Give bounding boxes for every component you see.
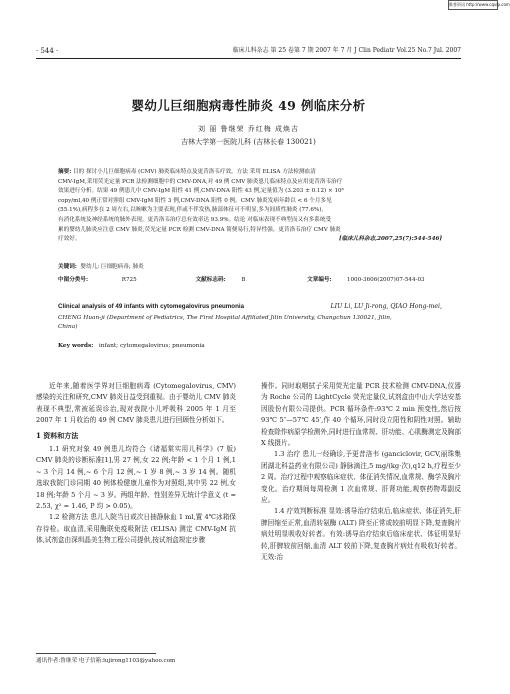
english-affil-line: China) [58, 324, 78, 330]
english-keywords [58, 342, 442, 351]
footnote: 通讯作者:鲁继荣 电子信箱:lujirong1103@yahoo.com [36, 658, 176, 664]
english-kw-label: Key words: [58, 343, 94, 349]
abstract-line: 疗效好。 [58, 236, 81, 243]
doc-value: B [241, 277, 246, 283]
english-affiliation [58, 314, 442, 332]
abstract-line: 效果进行分析。结果 49 例患儿中 CMV-IgM 阳性 41 例,CMV-DNA 阳性 43 例,定量值为 (3.203 ± 0.12) × 10⁶ [58, 188, 344, 195]
abstract-line: 有消化系统及神经系统的肺外表现。更昔洛韦治疗总有效率达 93.9%。结论 对临床表现不典型而又有多系统受 [58, 216, 332, 223]
header-rule [36, 58, 461, 59]
paragraph-criteria: 1.4 疗效判断标准 显效:诱导治疗结束后,临床症状、体征消失,肝脾回缩至正常,血清转氨酶 (ALT) 降至正常或较前明显下降,复查胸片病灶明显吸收好转者。有效:诱导治疗结束后临床症状、体征明显好转,肝脾较前回缩,血清 ALT 较前下降,复查胸片病灶有吸收好转者。无效:治 [261, 507, 461, 562]
affiliation: 吉林大学第一医院儿科 (吉林长春 130021) [181, 138, 316, 146]
author-list: 刘 丽 鲁继荣 乔红梅 成焕吉 [198, 125, 299, 133]
article-title: 婴幼儿巨细胞病毒性肺炎 49 例临床分析 [131, 98, 366, 113]
abstract-line: (55.1%),病程多在 2 周左右,以咳嗽为主要表现,伴或不伴发热,肺部体征可不明显,多为间质性肺炎 (77.6%), [58, 207, 324, 214]
english-title-block [58, 302, 442, 312]
art-value: 1000-3606(2007)07-544-03 [346, 277, 425, 283]
english-kw-items: infant; cytomegalovirus; pneumonia [98, 343, 205, 349]
body-column-left [36, 381, 236, 547]
english-affil-line: CHENG Huan-ji (Department of Pediatrics, The First Hospital Affiliated Jilin University, Changchun 130021, Jilin, [58, 315, 392, 321]
abstract-label: 摘要: [58, 169, 72, 175]
paragraph-continued: 操作。同时取咽拭子采用荧光定量 PCR 技术检测 CMV-DNA,仪器为 Roche 公司的 LightCycle 荧光定量仪,试剂盒由中山大学达安基因股份有限公司提供。PCR 循环条件:93℃ 2 min 预变性,然后按 93℃ 5″—57℃ 45′,作 40 个循环,同时设立阳性和阴性对照。辅助检查除作病原学检测外,同时进行血常规、肝功能、心肌酶测定及胸部 X 线摄片。 [261, 382, 461, 448]
clc-label: 中图分类号: [58, 277, 89, 283]
footnote-rule [36, 653, 156, 654]
watermark-stamp: 维普资讯 http://www.cqvip.com [448, 0, 498, 10]
clc-value: R725 [121, 277, 137, 283]
classification-line [58, 276, 442, 285]
doc-label: 文献标志码: [195, 277, 226, 283]
abstract-line: CMV-IgM,采用荧光定量 PCR 法检测细胞中的 CMV-DNA,对 49 例 CMV 肺炎患儿临床特点及应用更昔洛韦治疗 [58, 178, 343, 185]
citation-tag: [临床儿科杂志,2007,25(7):544-546] [338, 236, 442, 243]
english-title: Clinical analysis of 49 infants with cytomegalovirus pneumonia [58, 303, 245, 310]
paragraph-subjects: 1.1 研究对象 49 例患儿均符合《诸福棠实用儿科学》(7 版) CMV 肺炎的诊断标准[1],男 27 例,女 22 例;年龄 < 1 个月 1 例,1 ~ 3 个月 14 例,~ 6 个月 12 例,~ 1 岁 8 例,~ 3 岁 14 例。随机选取我院门诊同期 40 例体检健康儿童作为对照组,其中男 22 例,女 18 例;年龄 5 个月 ~ 3 岁。两组年龄、性别差异无统计学意义 (t = 2.53, χ² = 1.46, P 均 > 0.05)。 [36, 445, 236, 511]
running-header [36, 46, 461, 56]
journal-citation: 临床儿科杂志 第 25 卷第 7 期 2007 年 7 月 J Clin Pediatr Vol.25 No.7 Jul. 2007 [232, 47, 461, 54]
keywords-items: 婴幼儿; 巨细胞病毒; 肺炎 [80, 264, 144, 270]
page-number: · 544 · [36, 47, 59, 55]
english-authors: LIU Li, LU Ji-rong, QIAO Hong-mei, [330, 303, 442, 310]
keywords-cn [58, 263, 442, 272]
abstract-line: 目的 探讨小儿巨细胞病毒 (CMV) 肺炎临床特点及更昔洛韦疗效。方法 采用 ELISA 方法检测血清 [73, 169, 316, 175]
abstract [58, 168, 442, 245]
section-heading: 1 资料和方法 [36, 430, 79, 440]
paragraph-treatment: 1.3 治疗 患儿一经确诊,予更昔洛韦 (ganciclovir, GCV,丽珠集团湖北科益药业有限公司) 静脉滴注,5 mg/(kg·次),q12 h,疗程至少 2 周。治疗过程中观察临床症状、体征消失情况,血常规、酶学及胸片变化。治疗期间每周检测 1 次血常规、肝肾功能,观察药物毒副反应。 [261, 450, 461, 505]
art-label: 文章编号: [307, 277, 332, 283]
body-column-right [261, 381, 461, 564]
abstract-line: 累的婴幼儿肺炎应注意 CMV 肺炎,荧光定量 PCR 检测 CMV-DNA 简便易行,特异性强。更昔洛韦治疗 CMV 肺炎 [58, 226, 341, 233]
intro-paragraph: 近年来,随着医学界对巨细胞病毒 (Cytomegalovirus, CMV) 感染的关注和研究,CMV 肺炎日益受到重视。由于婴幼儿 CMV 肺炎表现不典型,常被延误诊治,现对我院小儿呼吸科 2005 年 1 月至 2007 年 1 月收治的 49 例 CMV 肺炎患儿进行回顾性分析如下。 [36, 382, 236, 425]
paragraph-methods: 1.2 检测方法 患儿入院当日或次日抽静脉血 1 ml,置 4℃冰箱保存待检。取血清,采用酶联免疫吸附法 (ELISA) 测定 CMV-IgM 抗体,试剂盒由深圳晶美生物工程公司提供,按试剂盒规定步骤 [36, 513, 236, 545]
abstract-line: copy/ml,40 例正常对照组 CMV-IgM 阳性 3 例,CMV-DNA 阳性 0 例。CMV 肺炎发病年龄以 < 6 个月多见 [58, 197, 332, 204]
keywords-label: 关键词: [58, 264, 77, 270]
